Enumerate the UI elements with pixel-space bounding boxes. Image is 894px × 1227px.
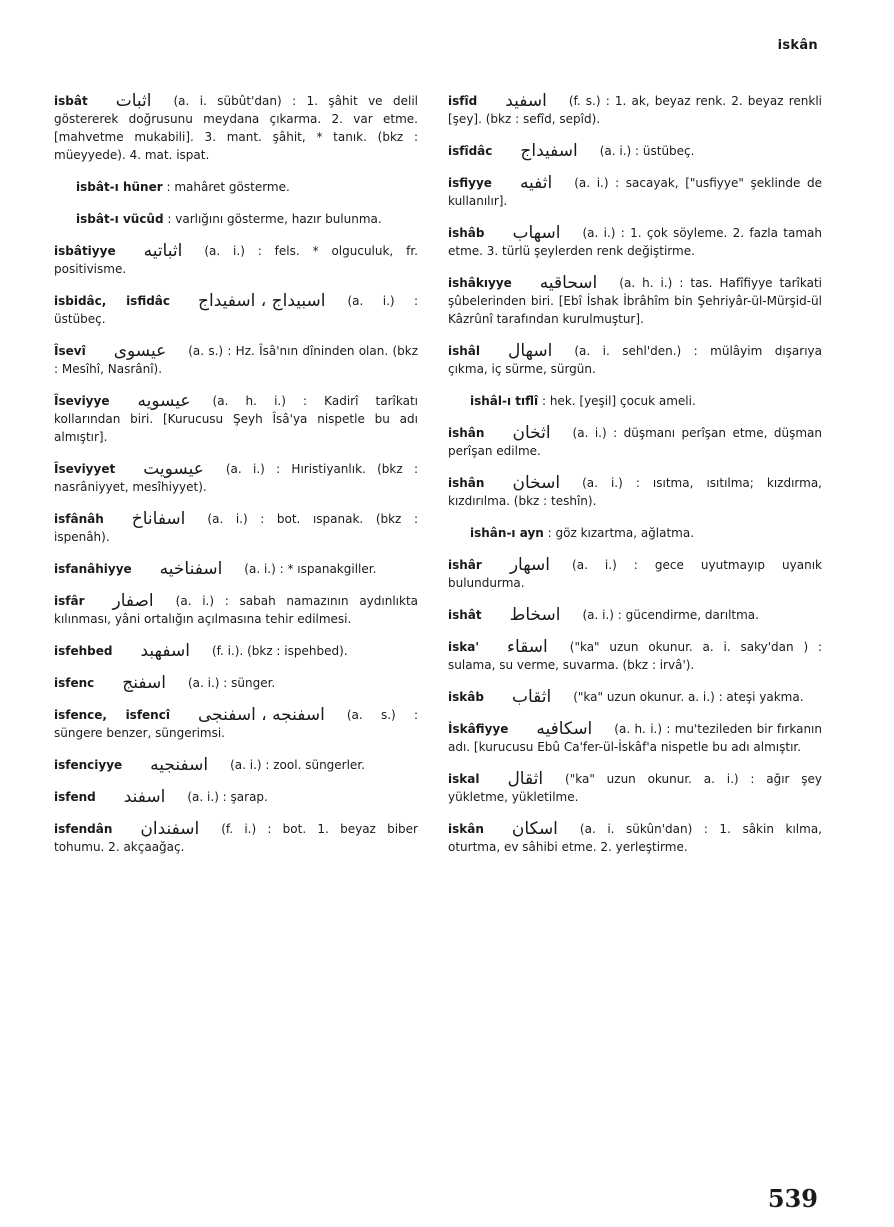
definition: (a. i.) : * ıspanakgiller. — [244, 562, 377, 576]
arabic-script: اسفناخيه — [159, 559, 223, 579]
dictionary-entry — [440, 342, 822, 378]
headword: isfend — [54, 790, 96, 804]
definition: : varlığını gösterme, hazır bulunma. — [167, 212, 382, 226]
definition: (a. i.) : şarap. — [187, 790, 268, 804]
dictionary-entry — [440, 770, 822, 806]
dictionary-entry — [440, 392, 822, 410]
running-header: iskân — [777, 38, 818, 53]
headword: Îseviyyet — [54, 462, 116, 476]
arabic-script: اثبات — [115, 91, 152, 111]
dictionary-entry — [440, 720, 822, 756]
headword: isfanâhiyye — [54, 562, 132, 576]
definition: (a. i.) : bot. ıspanak. (bkz : ispenâh). — [54, 512, 418, 544]
definition: (a. i.) : ısıtma, ısıtılma; kızdırma, kızdırılma. (bkz : teshîn). — [448, 476, 822, 508]
dictionary-entry — [46, 292, 418, 328]
definition: (f. i.). (bkz : ispehbed). — [211, 644, 348, 658]
dictionary-entry — [46, 178, 418, 196]
dictionary-entry — [440, 556, 822, 592]
headword: isfendân — [54, 822, 113, 836]
arabic-script: اسفنجه ، اسفنجى — [197, 705, 325, 725]
definition: : hek. [yeşil] çocuk ameli. — [541, 394, 696, 408]
arabic-script: اسفيد — [505, 91, 547, 111]
headword: isbât — [54, 94, 88, 108]
headword: iska' — [448, 640, 480, 654]
dictionary-entry — [440, 92, 822, 128]
dictionary-entry — [440, 474, 822, 510]
arabic-script: اسبيداج ، اسفيداج — [198, 291, 326, 311]
headword: isfenc — [54, 676, 95, 690]
arabic-script: اسحاقيه — [539, 273, 598, 293]
arabic-script: اسهار — [509, 555, 551, 575]
page-number: 539 — [767, 1184, 818, 1213]
definition: (a. i.) : sünger. — [187, 676, 276, 690]
headword: isfence, isfencî — [54, 708, 170, 722]
arabic-script: اصفار — [112, 591, 154, 611]
dictionary-entry — [440, 424, 822, 460]
definition: : göz kızartma, ağlatma. — [547, 526, 695, 540]
definition: (a. i. sübût'dan) : 1. şâhit ve delil göstererek doğrusunu meydana çıkarma. 2. var etme. [mahvetme mukabili]. 3. mant. şâhit, * tanık. (bkz : müeyyede). 4. mat. ispat. — [54, 94, 418, 162]
dictionary-entry — [440, 820, 822, 856]
dictionary-entry — [46, 92, 418, 164]
headword: isbâtiyye — [54, 244, 116, 258]
dictionary-entry — [46, 756, 418, 774]
arabic-script: اثباتيه — [143, 241, 183, 261]
arabic-script: اسهال — [508, 341, 553, 361]
headword: Îseviyye — [54, 394, 110, 408]
dictionary-entry — [46, 210, 418, 228]
definition: (a. i.) : Hıristiyanlık. (bkz : nasrâniyyet, mesîhiyyet). — [54, 462, 418, 494]
dictionary-entry — [46, 820, 418, 856]
dictionary-entry — [46, 510, 418, 546]
dictionary-entry — [46, 642, 418, 660]
arabic-script: اثقاب — [511, 687, 552, 707]
arabic-script: اسكان — [511, 819, 558, 839]
headword: isbât-ı vücûd — [76, 212, 164, 226]
definition: (a. i.) : sacayak, ["usfiyye" şeklinde de kullanılır]. — [448, 176, 822, 208]
definition: (a. i.) : gücendirme, darıltma. — [582, 608, 759, 622]
arabic-script: اسفنج — [122, 673, 166, 693]
headword: isfenciyye — [54, 758, 123, 772]
arabic-script: اسقاء — [507, 637, 548, 657]
dictionary-entry — [46, 592, 418, 628]
definition: (a. i. sükûn'dan) : 1. sâkin kılma, oturtma, ev sâhibi etme. 2. yerleştirme. — [448, 822, 822, 854]
arabic-script: اثقال — [507, 769, 544, 789]
headword: ishâr — [448, 558, 482, 572]
definition: : mahâret gösterme. — [166, 180, 290, 194]
headword: ishân-ı ayn — [470, 526, 544, 540]
definition: (a. s.) : süngere benzer, süngerimsi. — [54, 708, 418, 740]
headword: ishân — [448, 476, 485, 490]
definition: (a. i.) : sabah namazının aydınlıkta kılınması, yâni ortalığın açılmasına tehir edilmesi. — [54, 594, 418, 626]
headword: isfiyye — [448, 176, 492, 190]
dictionary-entry — [46, 242, 418, 278]
dictionary-entry — [46, 342, 418, 378]
headword: isbât-ı hüner — [76, 180, 163, 194]
arabic-script: اسخاط — [509, 605, 561, 625]
dictionary-entry — [46, 674, 418, 692]
arabic-script: اسفنجيه — [150, 755, 209, 775]
dictionary-entry — [440, 174, 822, 210]
definition: (a. i.) : düşmanı perîşan etme, düşman perîşan edilme. — [448, 426, 822, 458]
headword: iskâb — [448, 690, 484, 704]
definition: (a. i.) : gece uyutmayıp uyanık bulundurma. — [448, 558, 822, 590]
arabic-script: اسكافيه — [536, 719, 593, 739]
headword: isfîd — [448, 94, 478, 108]
dictionary-entry — [46, 560, 418, 578]
arabic-script: عيسويه — [137, 391, 191, 411]
headword: isfehbed — [54, 644, 113, 658]
definition: (a. i.) : 1. çok söyleme. 2. fazla tamah etme. 3. türlü şeylerden renk değiştirme. — [448, 226, 822, 258]
dictionary-entry — [46, 706, 418, 742]
headword: isfîdâc — [448, 144, 493, 158]
headword: İskâfiyye — [448, 722, 509, 736]
headword: ishât — [448, 608, 482, 622]
dictionary-entry — [46, 788, 418, 806]
definition: (a. i. sehl'den.) : mülâyim dışarıya çıkma, iç sürme, sürgün. — [448, 344, 822, 376]
dictionary-entry — [46, 460, 418, 496]
right-column — [440, 92, 822, 870]
definition: ("ka" uzun okunur. a. i.) : ağır şey yükletme, yükletilme. — [448, 772, 822, 804]
dictionary-entry — [440, 638, 822, 674]
definition: (a. i.) : üstübeç. — [599, 144, 695, 158]
dictionary-entry — [440, 142, 822, 160]
arabic-script: عيسويت — [143, 459, 204, 479]
headword: iskal — [448, 772, 480, 786]
headword: ishâb — [448, 226, 485, 240]
headword: ishâl-ı tıflî — [470, 394, 539, 408]
definition: (f. s.) : 1. ak, beyaz renk. 2. beyaz renkli [şey]. (bkz : sefîd, sepîd). — [448, 94, 822, 126]
definition: (a. h. i.) : tas. Hafîfiyye tarîkati şûbelerinden biri. [Ebî İshak İbrâhîm bin Şehriyâr-ül-Mürşid-ül Kâzrûnî tarafından kurulmuştur]. — [448, 276, 822, 326]
arabic-script: اسفند — [123, 787, 166, 807]
dictionary-entry — [440, 688, 822, 706]
arabic-script: اثخان — [512, 423, 551, 443]
arabic-script: اسهاب — [512, 223, 561, 243]
arabic-script: اسفاناخ — [131, 509, 186, 529]
arabic-script: اسفيداج — [520, 141, 578, 161]
dictionary-entry — [440, 274, 822, 328]
dictionary-entry — [46, 392, 418, 446]
definition: (a. h. i.) : Kadirî tarîkatı kollarından biri. [Kurucusu Şeyh Îsâ'ya nispetle bu adı almıştır]. — [54, 394, 418, 444]
headword: iskân — [448, 822, 484, 836]
left-column — [46, 92, 418, 870]
headword: isfânâh — [54, 512, 104, 526]
arabic-script: اسفندان — [140, 819, 200, 839]
headword: ishân — [448, 426, 485, 440]
arabic-script: اسفهبد — [140, 641, 190, 661]
definition: (a. s.) : Hz. Îsâ'nın dîninden olan. (bkz : Mesîhî, Nasrânî). — [54, 344, 418, 376]
dictionary-entry — [440, 524, 822, 542]
headword: isfâr — [54, 594, 85, 608]
headword: isbidâc, isfidâc — [54, 294, 171, 308]
definition: ("ka" uzun okunur. a. i. saky'dan ) : sulama, su verme, suvarma. (bkz : irvâ'). — [448, 640, 822, 672]
definition: (a. i.) : fels. * olguculuk, fr. positivisme. — [54, 244, 418, 276]
definition: (a. i.) : zool. süngerler. — [230, 758, 365, 772]
definition: (a. h. i.) : mu'tezileden bir fırkanın adı. [kurucusu Ebû Ca'fer-ül-İskâf'a nispetle bu adı almıştır. — [448, 722, 822, 754]
headword: Îsevî — [54, 344, 86, 358]
definition: (a. i.) : üstübeç. — [54, 294, 418, 326]
arabic-script: عيسوى — [113, 341, 167, 361]
headword: ishâkıyye — [448, 276, 512, 290]
arabic-script: اثفيه — [519, 173, 553, 193]
dictionary-entry — [440, 224, 822, 260]
arabic-script: اسخان — [512, 473, 561, 493]
definition: ("ka" uzun okunur. a. i.) : ateşi yakma. — [573, 690, 804, 704]
dictionary-entry — [440, 606, 822, 624]
headword: ishâl — [448, 344, 481, 358]
definition: (f. i.) : bot. 1. beyaz biber tohumu. 2. akçaağaç. — [54, 822, 418, 854]
